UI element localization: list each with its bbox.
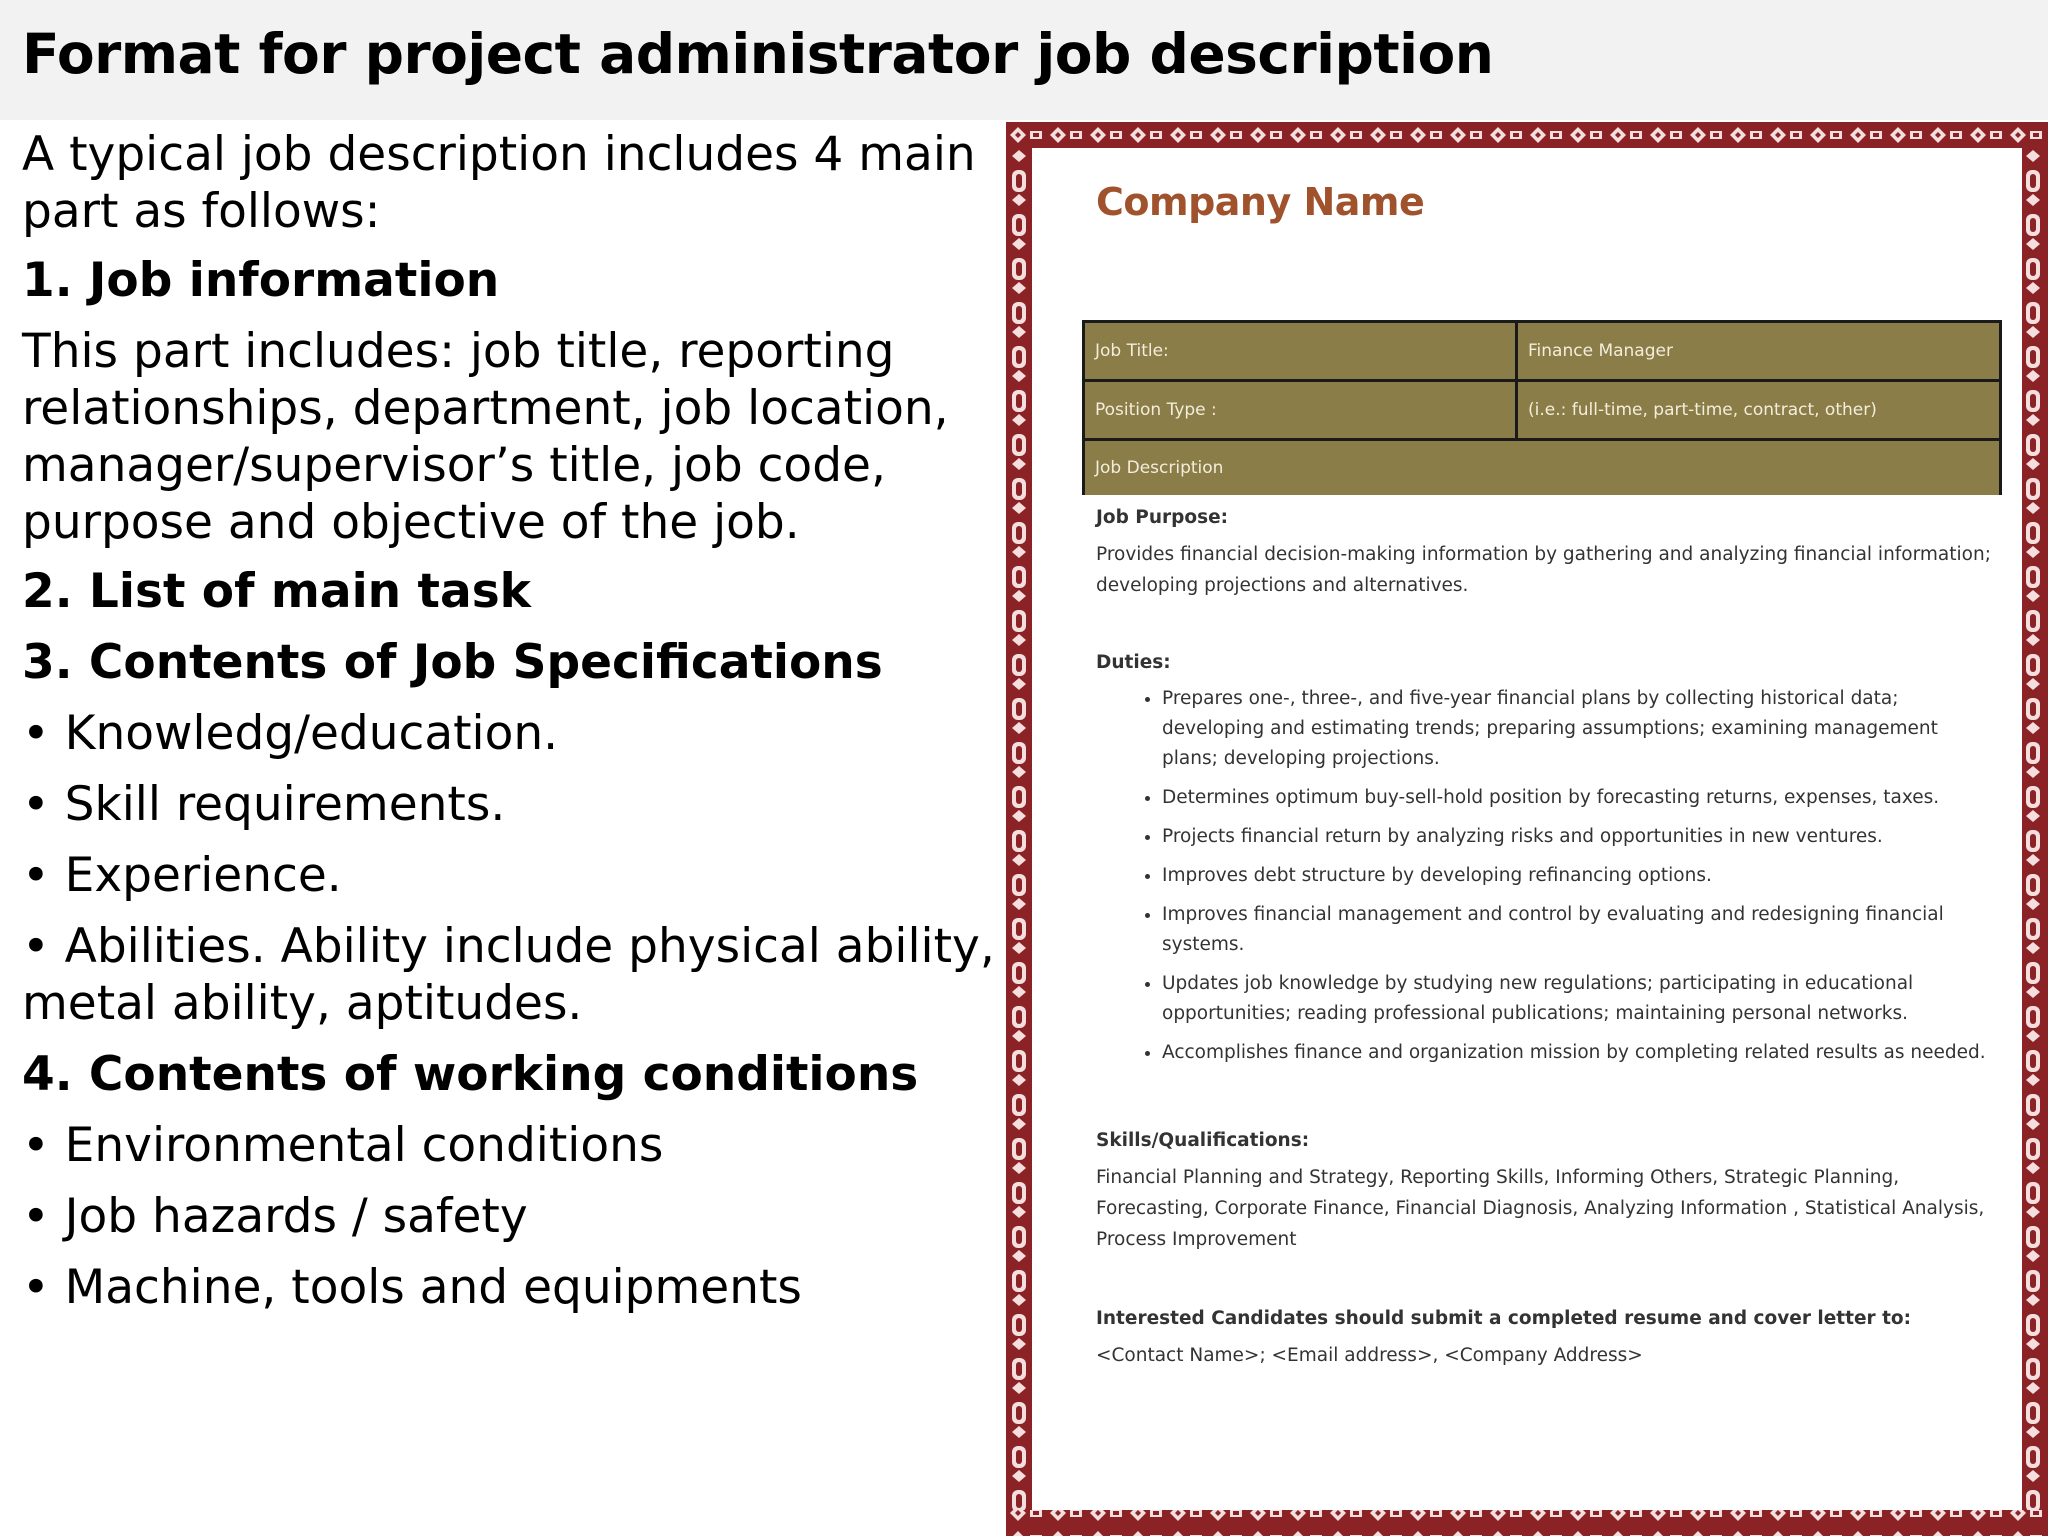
section3-heading: 3. Contents of Job Specifications	[22, 635, 883, 690]
job-info-table	[1082, 320, 2002, 495]
duties-list	[1096, 684, 1996, 1068]
list-item: • Improves financial management and control by evaluating and redesigning financial systems.	[1162, 900, 1996, 960]
contact-details: <Contact Name>; <Email address>, <Company Address>	[1096, 1345, 1643, 1366]
list-item: • Determines optimum buy-sell-hold position by forecasting returns, expenses, taxes.	[1162, 783, 1996, 813]
skills-label: Skills/Qualifications:	[1096, 1130, 1310, 1151]
job-description-label: Job Description	[1084, 440, 2001, 496]
position-type-label: Position Type :	[1084, 381, 1517, 440]
condition-item-hazards: • Job hazards / safety	[22, 1189, 528, 1244]
section1-text: This part includes: job title, reporting relationships, department, job location, manager/supervisor’s title, job code, purpose and objective of the job.	[22, 324, 949, 550]
table-row	[1084, 322, 2001, 381]
skills-text: Financial Planning and Strategy, Reporting Skills, Informing Others, Strategic Planning, Forecasting, Corporate Finance, Financial Diagnosis, Analyzing Information , Statistical Analysis, Process Improvement	[1096, 1167, 1985, 1250]
spec-item-skills: • Skill requirements.	[22, 777, 506, 832]
section1-heading: 1. Job information	[22, 253, 500, 308]
position-type-value: (i.e.: full-time, part-time, contract, other)	[1517, 381, 2001, 440]
table-row	[1084, 381, 2001, 440]
table-row	[1084, 440, 2001, 496]
apply-instructions: Interested Candidates should submit a completed resume and cover letter to:	[1096, 1308, 1912, 1329]
list-item: • Improves debt structure by developing refinancing options.	[1162, 861, 1996, 891]
job-title-label: Job Title:	[1084, 322, 1517, 381]
job-title-value: Finance Manager	[1517, 322, 2001, 381]
list-item: • Accomplishes finance and organization mission by completing related results as needed.	[1162, 1038, 1996, 1068]
list-item: • Updates job knowledge by studying new regulations; participating in educational opportunities; reading professional publications; maintaining personal networks.	[1162, 969, 1996, 1029]
condition-item-environment: • Environmental conditions	[22, 1118, 664, 1173]
job-purpose-label: Job Purpose:	[1096, 507, 1229, 528]
spec-item-knowledge: • Knowledg/education.	[22, 706, 559, 761]
document-body	[1096, 502, 1996, 1371]
list-item: • Prepares one-, three-, and five-year financial plans by collecting historical data; developing and estimating trends; preparing assumptions; examining management plans; developing projections.	[1162, 684, 1996, 774]
intro-text: A typical job description includes 4 main part as follows:	[22, 127, 976, 239]
duties-label: Duties:	[1096, 652, 1171, 673]
section2-heading: 2. List of main task	[22, 564, 531, 619]
company-name: Company Name	[1096, 180, 1425, 224]
job-purpose-text: Provides financial decision-making information by gathering and analyzing financial information; developing projections and alternatives.	[1096, 544, 1991, 596]
slide-title: Format for project administrator job description	[22, 22, 1494, 86]
spec-item-abilities: • Abilities. Ability include physical ability, metal ability, aptitudes.	[22, 919, 995, 1031]
condition-item-machines: • Machine, tools and equipments	[22, 1260, 802, 1315]
section4-heading: 4. Contents of working conditions	[22, 1047, 919, 1102]
title-bar	[0, 0, 2048, 120]
spec-item-experience: • Experience.	[22, 848, 342, 903]
list-item: • Projects financial return by analyzing risks and opportunities in new ventures.	[1162, 822, 1996, 852]
job-description-outline	[22, 126, 1002, 1330]
